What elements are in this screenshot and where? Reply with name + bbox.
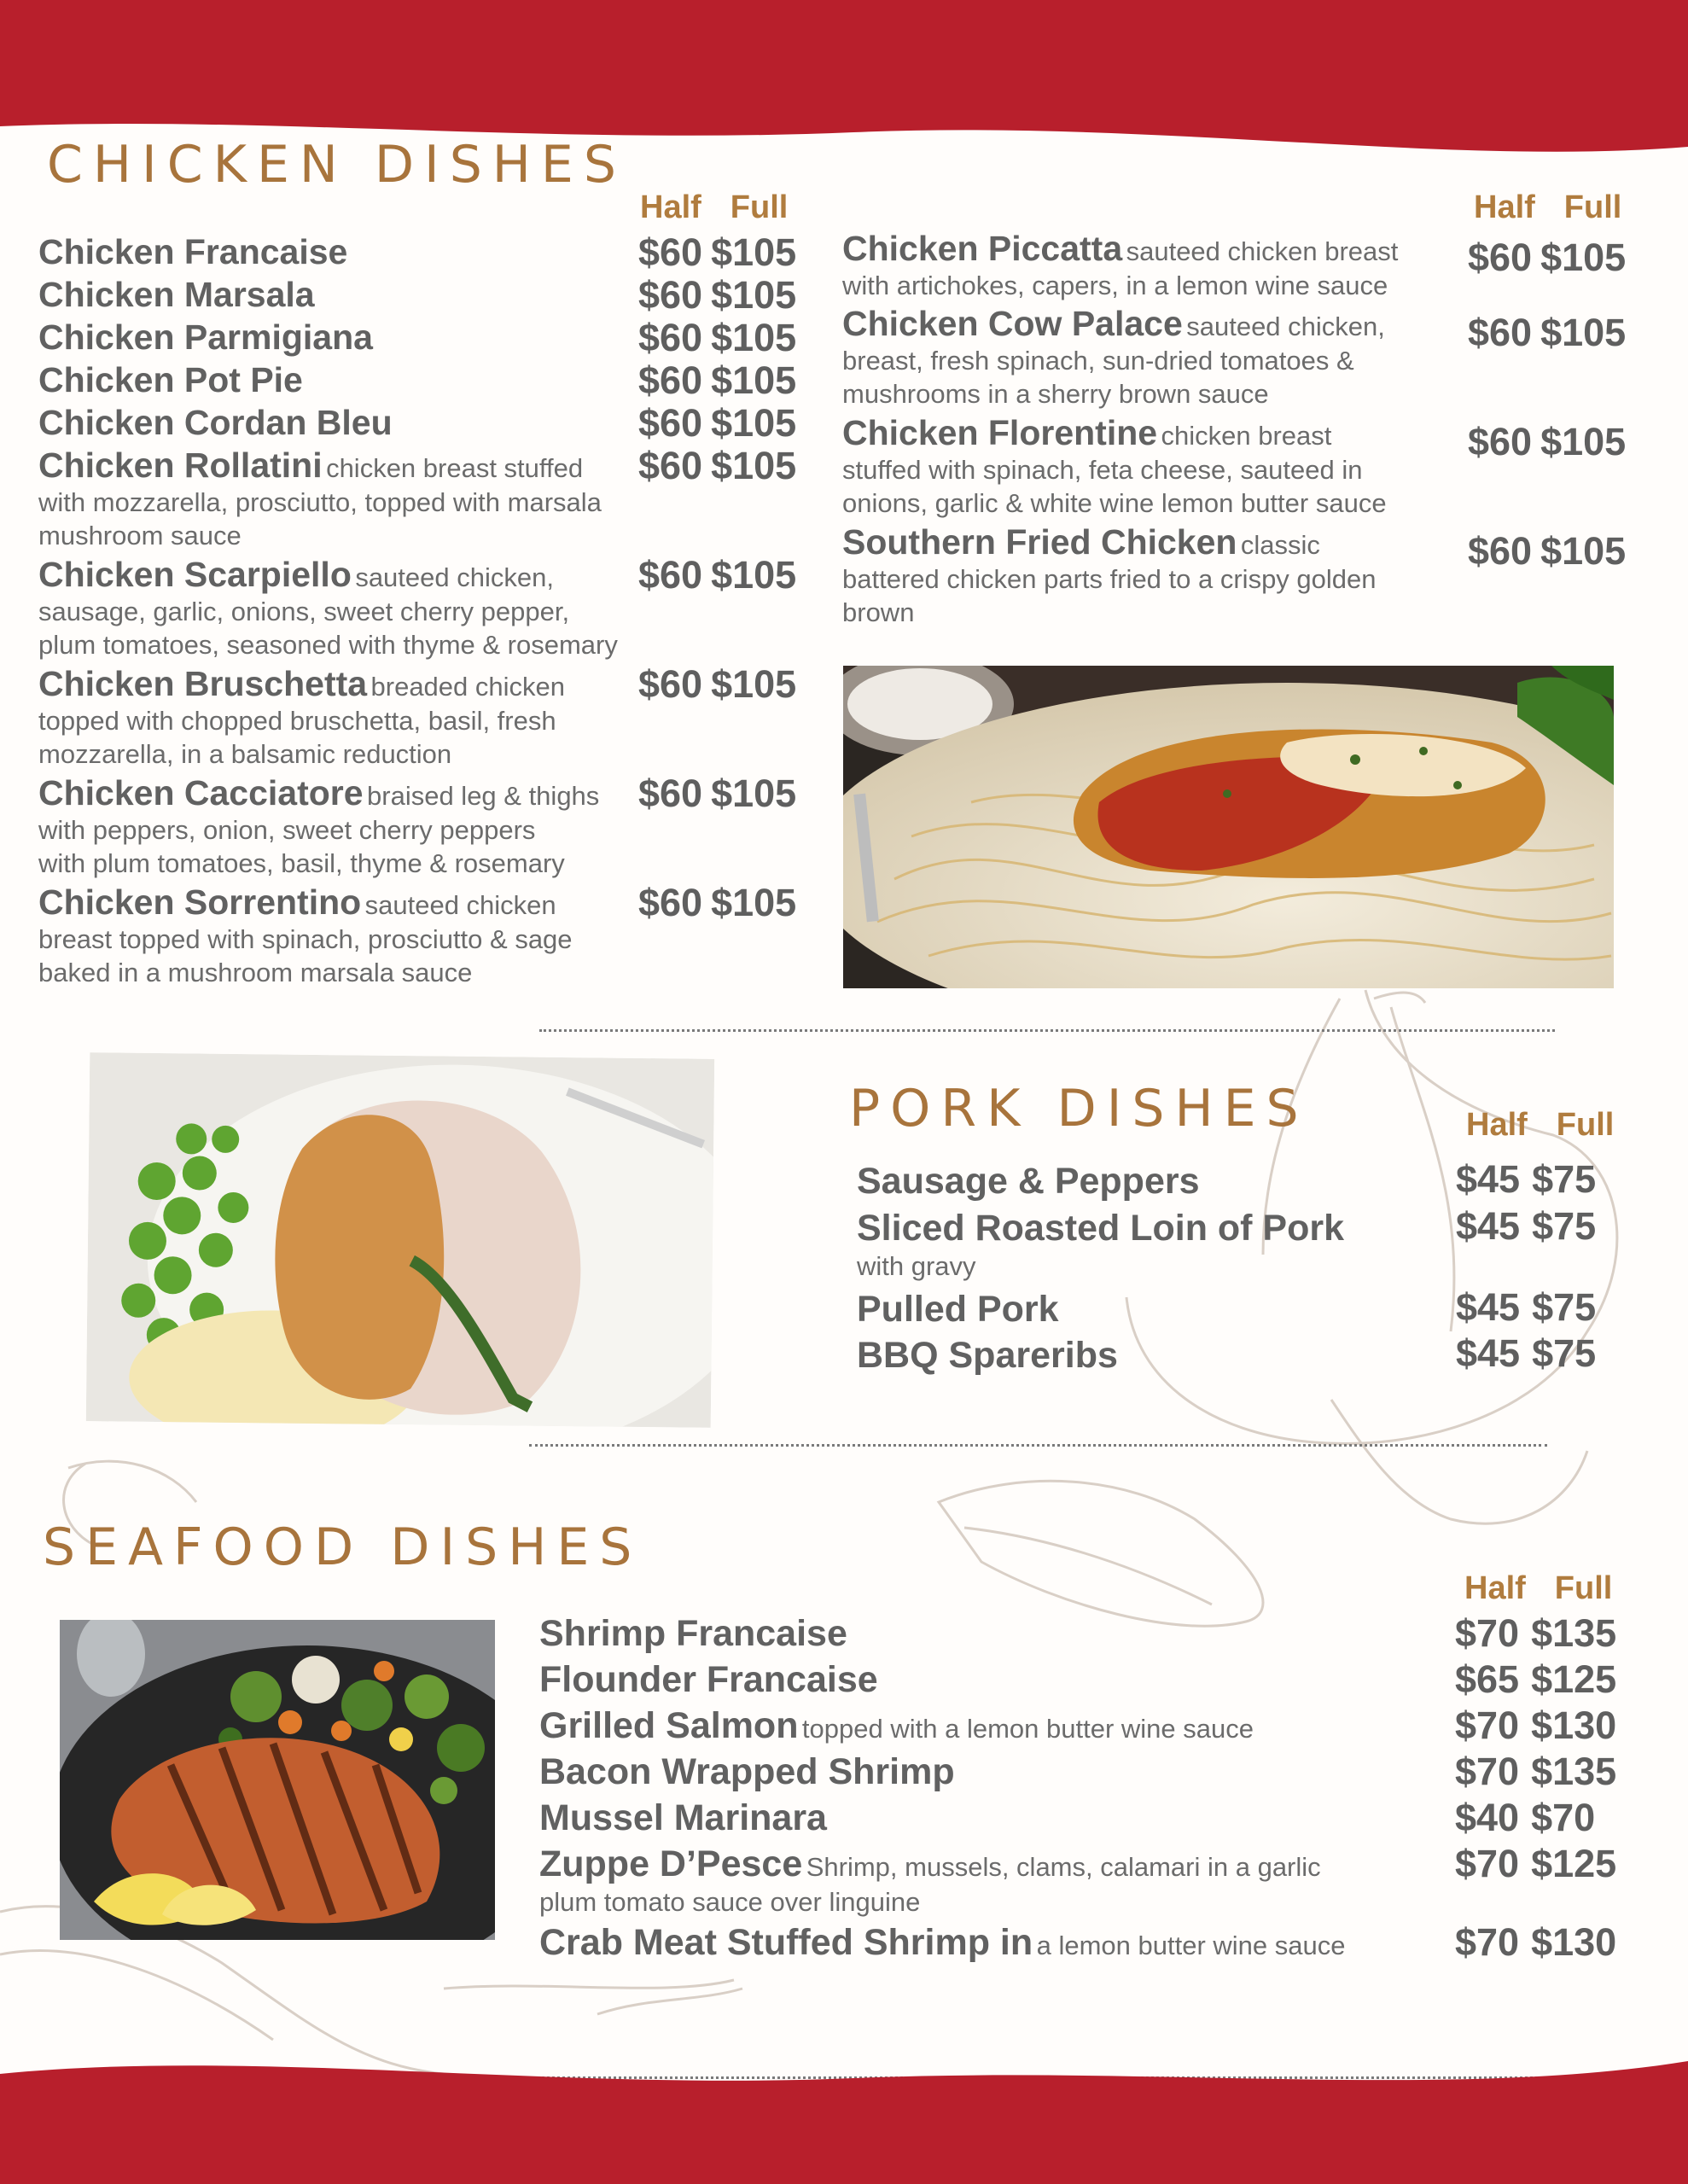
dish-description: classic [1240, 530, 1320, 560]
section-divider [529, 1444, 1547, 1447]
dish-name: Chicken Marsala [38, 275, 315, 314]
menu-item [539, 1797, 1444, 1839]
dish-description-line: with artichokes, capers, in a lemon wine sauce [842, 271, 1388, 300]
dish-name: Southern Fried Chicken [842, 522, 1237, 562]
menu-item [539, 1659, 1444, 1701]
dish-description-line: with mozzarella, prosciutto, topped with marsala [38, 487, 602, 517]
price-pair [1468, 529, 1626, 574]
full-label: Full [1554, 1570, 1613, 1606]
half-price: $45 [1456, 1285, 1521, 1329]
dish-description-line: plum tomato sauce over linguine [539, 1887, 921, 1917]
chicken-right-price-header [1474, 189, 1621, 226]
price-pair [1468, 420, 1626, 464]
bottom-banner [0, 2040, 1688, 2184]
half-price: $60 [638, 273, 703, 317]
dish-description: sauteed chicken, [1186, 312, 1385, 341]
dish-name: Pulled Pork [857, 1289, 1059, 1330]
dish-name: BBQ Spareribs [857, 1335, 1118, 1376]
full-price: $125 [1531, 1842, 1617, 1885]
price-pair [1456, 1285, 1596, 1330]
full-price: $105 [711, 316, 797, 359]
full-price: $105 [711, 444, 797, 487]
menu-item [857, 1289, 1454, 1331]
price-pair [1468, 311, 1626, 355]
full-price: $105 [1540, 236, 1627, 279]
grilled-salmon-photo [60, 1620, 495, 1940]
seafood-price-header [1464, 1570, 1612, 1607]
dish-description-line: breast topped with spinach, prosciutto & sage [38, 924, 573, 954]
menu-item [539, 1843, 1444, 1919]
half-price: $60 [638, 316, 703, 359]
pork-loin-photo [86, 1052, 714, 1428]
half-price: $60 [638, 401, 703, 445]
dish-name: Flounder Francaise [539, 1659, 878, 1700]
dish-description: sauteed chicken, [355, 562, 554, 592]
section-divider [539, 1029, 1555, 1032]
dish-name: Chicken Cordan Bleu [38, 403, 393, 442]
price-pair [1455, 1611, 1616, 1656]
seafood-section-title: SEAFOOD DISHES [43, 1517, 643, 1577]
menu-item [857, 1335, 1454, 1377]
menu-item [842, 413, 1440, 520]
price-pair [638, 230, 796, 275]
dish-description: Shrimp, mussels, clams, calamari in a garlic [806, 1852, 1321, 1882]
price-pair [1455, 1750, 1616, 1794]
dish-name: Sliced Roasted Loin of Pork [857, 1208, 1345, 1249]
dish-description: sauteed chicken [364, 890, 556, 920]
chicken-section-title: CHICKEN DISHES [47, 135, 626, 195]
full-price: $105 [711, 273, 797, 317]
price-pair [1456, 1331, 1596, 1376]
full-price: $75 [1532, 1157, 1597, 1201]
price-pair [1455, 1657, 1616, 1702]
price-pair [1455, 1704, 1616, 1748]
dish-name: Chicken Florentine [842, 413, 1158, 452]
dish-description: sauteed chicken breast [1126, 236, 1399, 266]
half-price: $45 [1456, 1157, 1521, 1201]
menu-item [842, 229, 1440, 302]
half-price: $70 [1455, 1920, 1520, 1964]
half-label: Half [640, 189, 701, 225]
half-price: $60 [638, 358, 703, 402]
menu-item [857, 1208, 1454, 1283]
full-price: $105 [1540, 311, 1627, 354]
dish-description: chicken breast [1161, 421, 1332, 451]
price-pair [638, 401, 796, 446]
dish-description-line: breast, fresh spinach, sun-dried tomatoes & [842, 346, 1354, 376]
half-price: $60 [638, 230, 703, 274]
dish-name: Zuppe D’Pesce [539, 1843, 803, 1884]
dish-name: Bacon Wrapped Shrimp [539, 1751, 955, 1792]
price-pair [638, 881, 796, 925]
half-price: $65 [1455, 1657, 1520, 1701]
dish-description-line: mushrooms in a sherry brown sauce [842, 379, 1269, 409]
half-price: $45 [1456, 1331, 1521, 1375]
price-pair [1455, 1842, 1616, 1886]
dish-name: Crab Meat Stuffed Shrimp in [539, 1922, 1033, 1963]
full-label: Full [1556, 1107, 1615, 1143]
price-pair [638, 553, 796, 597]
dish-description-line: with peppers, onion, sweet cherry peppers [38, 815, 536, 845]
half-label: Half [1466, 1107, 1528, 1143]
price-pair [1468, 236, 1626, 280]
dish-name: Chicken Francaise [38, 232, 348, 271]
price-pair [1455, 1920, 1616, 1965]
full-price: $105 [711, 553, 797, 597]
half-price: $70 [1455, 1842, 1520, 1885]
half-price: $60 [638, 881, 703, 924]
half-price: $60 [1468, 236, 1533, 279]
pork-price-header [1466, 1107, 1614, 1144]
full-price: $75 [1532, 1285, 1597, 1329]
dish-name: Chicken Piccatta [842, 229, 1123, 268]
dish-description-line: mozzarella, in a balsamic reduction [38, 739, 452, 769]
half-price: $60 [1468, 529, 1533, 573]
half-label: Half [1474, 189, 1535, 225]
dish-description-line: topped with chopped bruschetta, basil, fresh [38, 706, 556, 736]
full-price: $75 [1532, 1331, 1597, 1375]
chicken-parmigiana-photo [843, 666, 1614, 988]
dish-description: a lemon butter wine sauce [1036, 1931, 1346, 1960]
price-pair [638, 273, 796, 317]
full-price: $130 [1531, 1704, 1617, 1747]
full-price: $135 [1531, 1750, 1617, 1793]
menu-item [38, 275, 653, 315]
dish-description-line: onions, garlic & white wine lemon butter sauce [842, 488, 1387, 518]
full-label: Full [730, 189, 789, 225]
half-price: $60 [638, 444, 703, 487]
dish-name: Chicken Cow Palace [842, 304, 1183, 343]
menu-item [38, 555, 653, 661]
dish-name: Chicken Cacciatore [38, 773, 364, 812]
menu-item [38, 882, 653, 989]
full-price: $105 [711, 230, 797, 274]
menu-item [38, 232, 653, 272]
full-price: $70 [1531, 1796, 1596, 1839]
dish-description: chicken breast stuffed [326, 453, 584, 483]
menu-item [38, 773, 653, 880]
menu-item [842, 522, 1440, 629]
chicken-left-price-header [640, 189, 788, 226]
pork-section-title: PORK DISHES [849, 1079, 1309, 1139]
price-pair [638, 662, 796, 707]
full-label: Full [1563, 189, 1622, 225]
dish-description-line: stuffed with spinach, feta cheese, sauteed in [842, 455, 1363, 485]
half-price: $45 [1456, 1204, 1521, 1248]
half-price: $40 [1455, 1796, 1520, 1839]
full-price: $105 [711, 401, 797, 445]
menu-item [38, 360, 653, 400]
menu-item [539, 1922, 1444, 1964]
menu-item [38, 446, 653, 552]
dish-description-line: brown [842, 597, 915, 627]
dish-description-line: battered chicken parts fried to a crispy golden [842, 564, 1377, 594]
price-pair [1455, 1796, 1595, 1840]
dish-name: Shrimp Francaise [539, 1613, 847, 1654]
half-price: $60 [638, 553, 703, 597]
price-pair [1456, 1204, 1596, 1249]
dish-description-line: mushroom sauce [38, 521, 242, 550]
menu-item [539, 1751, 1444, 1793]
dish-name: Chicken Parmigiana [38, 317, 373, 357]
full-price: $105 [711, 358, 797, 402]
dish-description: breaded chicken [370, 672, 566, 702]
full-price: $125 [1531, 1657, 1617, 1701]
half-price: $60 [638, 772, 703, 815]
full-price: $130 [1531, 1920, 1617, 1964]
dish-name: Chicken Scarpiello [38, 555, 352, 594]
price-pair [638, 444, 796, 488]
full-price: $105 [1540, 529, 1627, 573]
price-pair [638, 358, 796, 403]
dish-name: Mussel Marinara [539, 1797, 827, 1838]
dish-description: topped with a lemon butter wine sauce [801, 1714, 1254, 1744]
price-pair [638, 772, 796, 816]
dish-name: Chicken Sorrentino [38, 882, 362, 922]
price-pair [1456, 1157, 1596, 1202]
menu-item [539, 1705, 1444, 1747]
half-price: $60 [1468, 420, 1533, 463]
dish-description-line: baked in a mushroom marsala sauce [38, 958, 473, 987]
dish-name: Chicken Bruschetta [38, 664, 368, 703]
menu-item [38, 317, 653, 358]
half-price: $60 [1468, 311, 1533, 354]
half-price: $70 [1455, 1750, 1520, 1793]
menu-item [539, 1613, 1444, 1655]
half-price: $60 [638, 662, 703, 706]
full-price: $75 [1532, 1204, 1597, 1248]
menu-item [38, 403, 653, 443]
dish-description-line: plum tomatoes, seasoned with thyme & rosemary [38, 630, 618, 660]
full-price: $105 [711, 662, 797, 706]
menu-item [857, 1161, 1454, 1203]
dish-name: Grilled Salmon [539, 1705, 799, 1746]
full-price: $105 [1540, 420, 1627, 463]
half-price: $70 [1455, 1704, 1520, 1747]
dish-description-line: with gravy [857, 1251, 976, 1281]
menu-item [842, 304, 1440, 411]
half-label: Half [1464, 1570, 1526, 1606]
dish-name: Chicken Rollatini [38, 446, 323, 485]
full-price: $135 [1531, 1611, 1617, 1655]
full-price: $105 [711, 881, 797, 924]
half-price: $70 [1455, 1611, 1520, 1655]
menu-item [38, 664, 653, 771]
full-price: $105 [711, 772, 797, 815]
price-pair [638, 316, 796, 360]
dish-description: braised leg & thighs [367, 781, 600, 811]
dish-name: Chicken Pot Pie [38, 360, 303, 399]
dish-description-line: sausage, garlic, onions, sweet cherry pepper, [38, 597, 570, 626]
dish-description-line: with plum tomatoes, basil, thyme & rosemary [38, 848, 565, 878]
dish-name: Sausage & Peppers [857, 1161, 1200, 1202]
